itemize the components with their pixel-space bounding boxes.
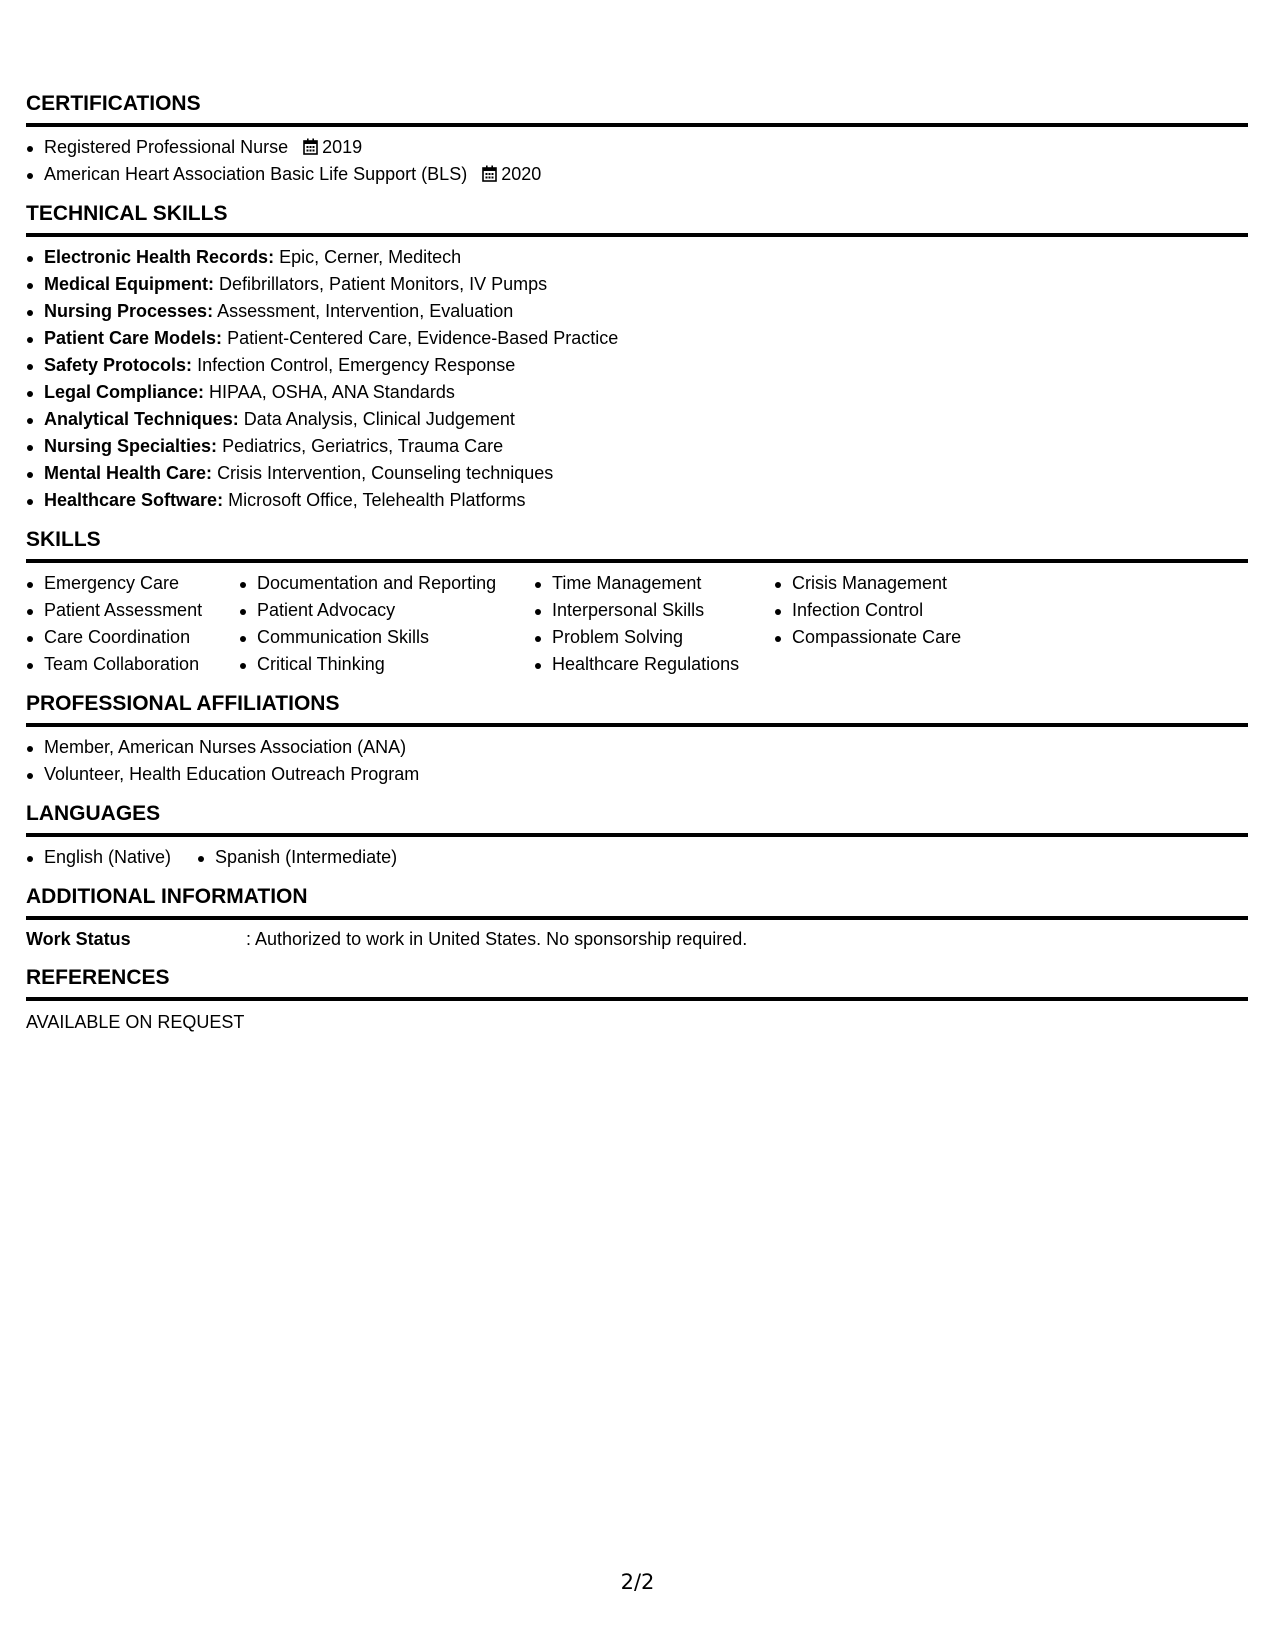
language-item: Spanish (Intermediate) xyxy=(197,844,397,871)
references-section xyxy=(26,966,1248,1035)
work-status-row xyxy=(26,926,1248,952)
skill-item: Interpersonal Skills xyxy=(534,597,774,624)
certification-name: American Heart Association Basic Life Support (BLS) xyxy=(44,164,468,184)
skills-column xyxy=(26,570,239,678)
skill-category: Electronic Health Records: xyxy=(44,247,275,267)
certification-name: Registered Professional Nurse xyxy=(44,137,289,157)
language-item: English (Native) xyxy=(26,844,171,871)
languages-list xyxy=(26,844,1248,871)
references-heading: REFERENCES xyxy=(26,966,1248,1001)
technical-skills-list xyxy=(26,244,1248,514)
skill-item: Patient Assessment xyxy=(26,597,239,624)
additional-info-section xyxy=(26,885,1248,952)
skill-item: Documentation and Reporting xyxy=(239,570,534,597)
skill-category: Healthcare Software: xyxy=(44,490,224,510)
skill-category: Nursing Specialties: xyxy=(44,436,218,456)
skill-item: Patient Advocacy xyxy=(239,597,534,624)
skill-category: Analytical Techniques: xyxy=(44,409,239,429)
skill-category: Mental Health Care: xyxy=(44,463,213,483)
affiliation-item: Member, American Nurses Association (ANA) xyxy=(26,734,1248,761)
technical-skill-item xyxy=(26,298,1248,325)
languages-section xyxy=(26,802,1248,871)
skill-values: Microsoft Office, Telehealth Platforms xyxy=(228,490,526,510)
certifications-section xyxy=(26,92,1248,188)
technical-skill-item xyxy=(26,433,1248,460)
calendar-icon xyxy=(482,165,497,182)
skill-values: Epic, Cerner, Meditech xyxy=(279,247,462,267)
technical-skill-item xyxy=(26,271,1248,298)
certifications-list xyxy=(26,134,1248,188)
work-status-label: Work Status xyxy=(26,929,131,949)
skill-category: Legal Compliance: xyxy=(44,382,205,402)
skill-item: Compassionate Care xyxy=(774,624,1014,651)
skill-values: Defibrillators, Patient Monitors, IV Pumps xyxy=(219,274,548,294)
technical-skill-item xyxy=(26,325,1248,352)
resume-page xyxy=(26,92,1248,1049)
skill-item: Critical Thinking xyxy=(239,651,534,678)
skills-column xyxy=(534,570,774,678)
skills-section xyxy=(26,528,1248,678)
affiliation-item: Volunteer, Health Education Outreach Program xyxy=(26,761,1248,788)
technical-skill-item xyxy=(26,460,1248,487)
certification-item xyxy=(26,161,1248,188)
skill-values: Patient-Centered Care, Evidence-Based Practice xyxy=(227,328,619,348)
skill-values: HIPAA, OSHA, ANA Standards xyxy=(209,382,455,402)
skill-item: Team Collaboration xyxy=(26,651,239,678)
skill-item: Infection Control xyxy=(774,597,1014,624)
additional-info-heading: ADDITIONAL INFORMATION xyxy=(26,885,1248,920)
certifications-heading: CERTIFICATIONS xyxy=(26,92,1248,127)
skill-item: Care Coordination xyxy=(26,624,239,651)
technical-skills-heading: TECHNICAL SKILLS xyxy=(26,202,1248,237)
skill-category: Nursing Processes: xyxy=(44,301,214,321)
page-number: 2/2 xyxy=(620,1570,655,1594)
skill-values: Infection Control, Emergency Response xyxy=(197,355,516,375)
affiliations-heading: PROFESSIONAL AFFILIATIONS xyxy=(26,692,1248,727)
work-status-value: : Authorized to work in United States. No sponsorship required. xyxy=(246,929,748,949)
skill-values: Crisis Intervention, Counseling techniques xyxy=(217,463,554,483)
certification-year: 2019 xyxy=(322,137,363,157)
skills-column xyxy=(774,570,1014,678)
technical-skill-item xyxy=(26,244,1248,271)
references-text: AVAILABLE ON REQUEST xyxy=(26,1012,245,1032)
skill-category: Patient Care Models: xyxy=(44,328,223,348)
calendar-icon xyxy=(303,138,318,155)
skill-values: Pediatrics, Geriatrics, Trauma Care xyxy=(222,436,504,456)
skill-category: Safety Protocols: xyxy=(44,355,193,375)
languages-heading: LANGUAGES xyxy=(26,802,1248,837)
technical-skill-item xyxy=(26,487,1248,514)
skill-values: Data Analysis, Clinical Judgement xyxy=(243,409,515,429)
skills-heading: SKILLS xyxy=(26,528,1248,563)
skill-item: Time Management xyxy=(534,570,774,597)
skill-category: Medical Equipment: xyxy=(44,274,215,294)
technical-skill-item xyxy=(26,352,1248,379)
certification-item xyxy=(26,134,1248,161)
certification-year: 2020 xyxy=(501,164,542,184)
technical-skills-section xyxy=(26,202,1248,514)
skills-column xyxy=(239,570,534,678)
skill-values: Assessment, Intervention, Evaluation xyxy=(217,301,514,321)
skill-item: Problem Solving xyxy=(534,624,774,651)
affiliations-section xyxy=(26,692,1248,788)
skill-item: Healthcare Regulations xyxy=(534,651,774,678)
skills-grid xyxy=(26,570,1248,678)
skill-item: Emergency Care xyxy=(26,570,239,597)
technical-skill-item xyxy=(26,379,1248,406)
affiliations-list xyxy=(26,734,1248,788)
skill-item: Crisis Management xyxy=(774,570,1014,597)
skill-item: Communication Skills xyxy=(239,624,534,651)
technical-skill-item xyxy=(26,406,1248,433)
